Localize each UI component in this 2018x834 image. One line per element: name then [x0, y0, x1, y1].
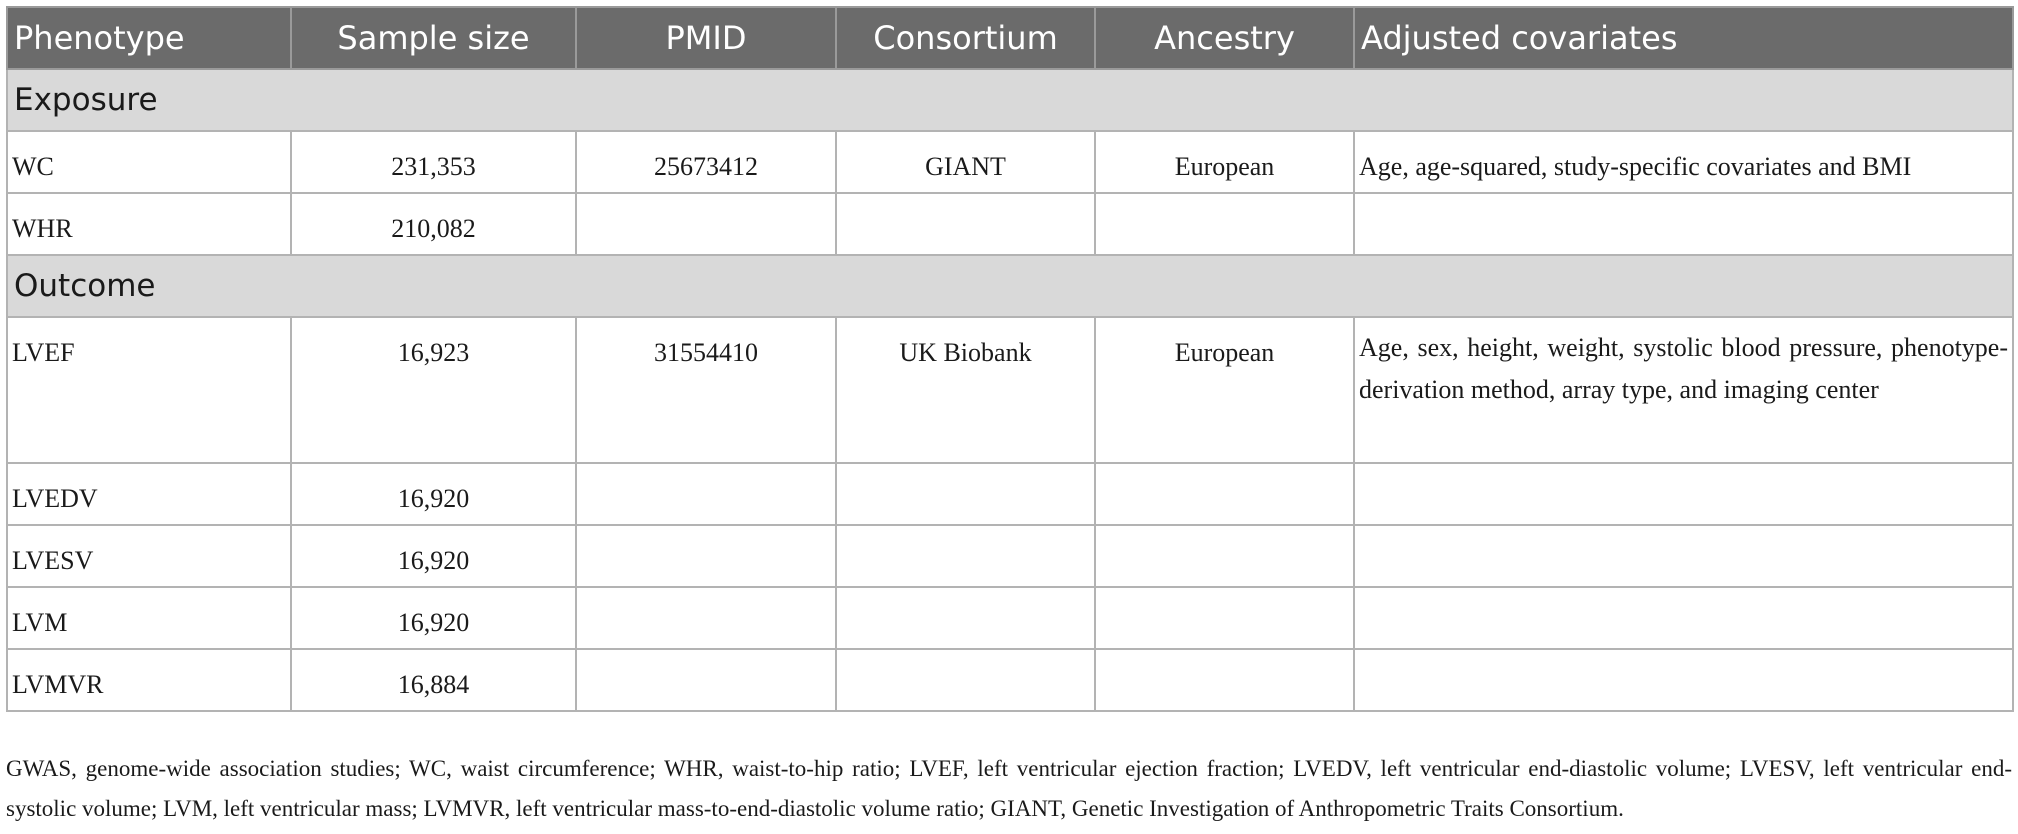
cell-adjusted-covariates	[1354, 649, 2013, 711]
header-pmid: PMID	[576, 7, 836, 69]
table-row	[7, 193, 2013, 255]
section-row-outcome	[7, 255, 2013, 317]
header-ancestry: Ancestry	[1095, 7, 1354, 69]
cell-pmid	[576, 525, 836, 587]
section-label: Outcome	[7, 255, 2013, 317]
cell-phenotype: WC	[7, 131, 291, 193]
table-row	[7, 463, 2013, 525]
table-row	[7, 525, 2013, 587]
cell-phenotype: LVMVR	[7, 649, 291, 711]
cell-adjusted-covariates	[1354, 587, 2013, 649]
section-label: Exposure	[7, 69, 2013, 131]
cell-sample-size: 16,920	[291, 587, 576, 649]
cell-ancestry	[1095, 463, 1354, 525]
cell-phenotype: LVM	[7, 587, 291, 649]
cell-pmid: 25673412	[576, 131, 836, 193]
header-phenotype: Phenotype	[7, 7, 291, 69]
cell-sample-size: 210,082	[291, 193, 576, 255]
header-consortium: Consortium	[836, 7, 1095, 69]
cell-adjusted-covariates	[1354, 525, 2013, 587]
cell-ancestry: European	[1095, 131, 1354, 193]
table-row	[7, 131, 2013, 193]
header-sample-size: Sample size	[291, 7, 576, 69]
cell-consortium	[836, 193, 1095, 255]
table-container	[6, 6, 2012, 712]
cell-consortium: GIANT	[836, 131, 1095, 193]
cell-pmid	[576, 193, 836, 255]
cell-pmid	[576, 649, 836, 711]
header-row	[7, 7, 2013, 69]
cell-pmid	[576, 463, 836, 525]
cell-pmid	[576, 587, 836, 649]
header-adjusted-covariates: Adjusted covariates	[1354, 7, 2013, 69]
cell-sample-size: 16,920	[291, 525, 576, 587]
cell-phenotype: LVEF	[7, 317, 291, 463]
cell-ancestry	[1095, 649, 1354, 711]
cell-phenotype: LVEDV	[7, 463, 291, 525]
cell-phenotype: LVESV	[7, 525, 291, 587]
cell-sample-size: 16,920	[291, 463, 576, 525]
table-row	[7, 587, 2013, 649]
cell-phenotype: WHR	[7, 193, 291, 255]
cell-sample-size: 16,923	[291, 317, 576, 463]
cell-adjusted-covariates	[1354, 463, 2013, 525]
table-header	[7, 7, 2013, 69]
cell-adjusted-covariates: Age, sex, height, weight, systolic blood pressure, phenotype-derivation method, array type, and imaging center	[1354, 317, 2013, 463]
cell-adjusted-covariates: Age, age-squared, study-specific covariates and BMI	[1354, 131, 2013, 193]
cell-consortium	[836, 463, 1095, 525]
cell-adjusted-covariates	[1354, 193, 2013, 255]
gwas-data-table	[6, 6, 2014, 712]
cell-consortium	[836, 587, 1095, 649]
table-row	[7, 317, 2013, 463]
cell-sample-size: 16,884	[291, 649, 576, 711]
cell-pmid: 31554410	[576, 317, 836, 463]
table-footnote: GWAS, genome-wide association studies; WC, waist circumference; WHR, waist-to-hip ratio; LVEF, left ventricular ejection fraction; LVEDV, left ventricular end-diastolic volume; LVESV, left ventricular end-systolic volume; LVM, left ventricular mass; LVMVR, left ventricular mass-to-end-diastolic volume ratio; GIANT, Genetic Investigation of Anthropometric Traits Consortium.	[6, 756, 2012, 821]
cell-ancestry	[1095, 587, 1354, 649]
cell-consortium	[836, 525, 1095, 587]
cell-consortium	[836, 649, 1095, 711]
cell-consortium: UK Biobank	[836, 317, 1095, 463]
cell-ancestry: European	[1095, 317, 1354, 463]
cell-ancestry	[1095, 525, 1354, 587]
table-body	[7, 69, 2013, 711]
cell-sample-size: 231,353	[291, 131, 576, 193]
table-row	[7, 649, 2013, 711]
section-row-exposure	[7, 69, 2013, 131]
cell-ancestry	[1095, 193, 1354, 255]
